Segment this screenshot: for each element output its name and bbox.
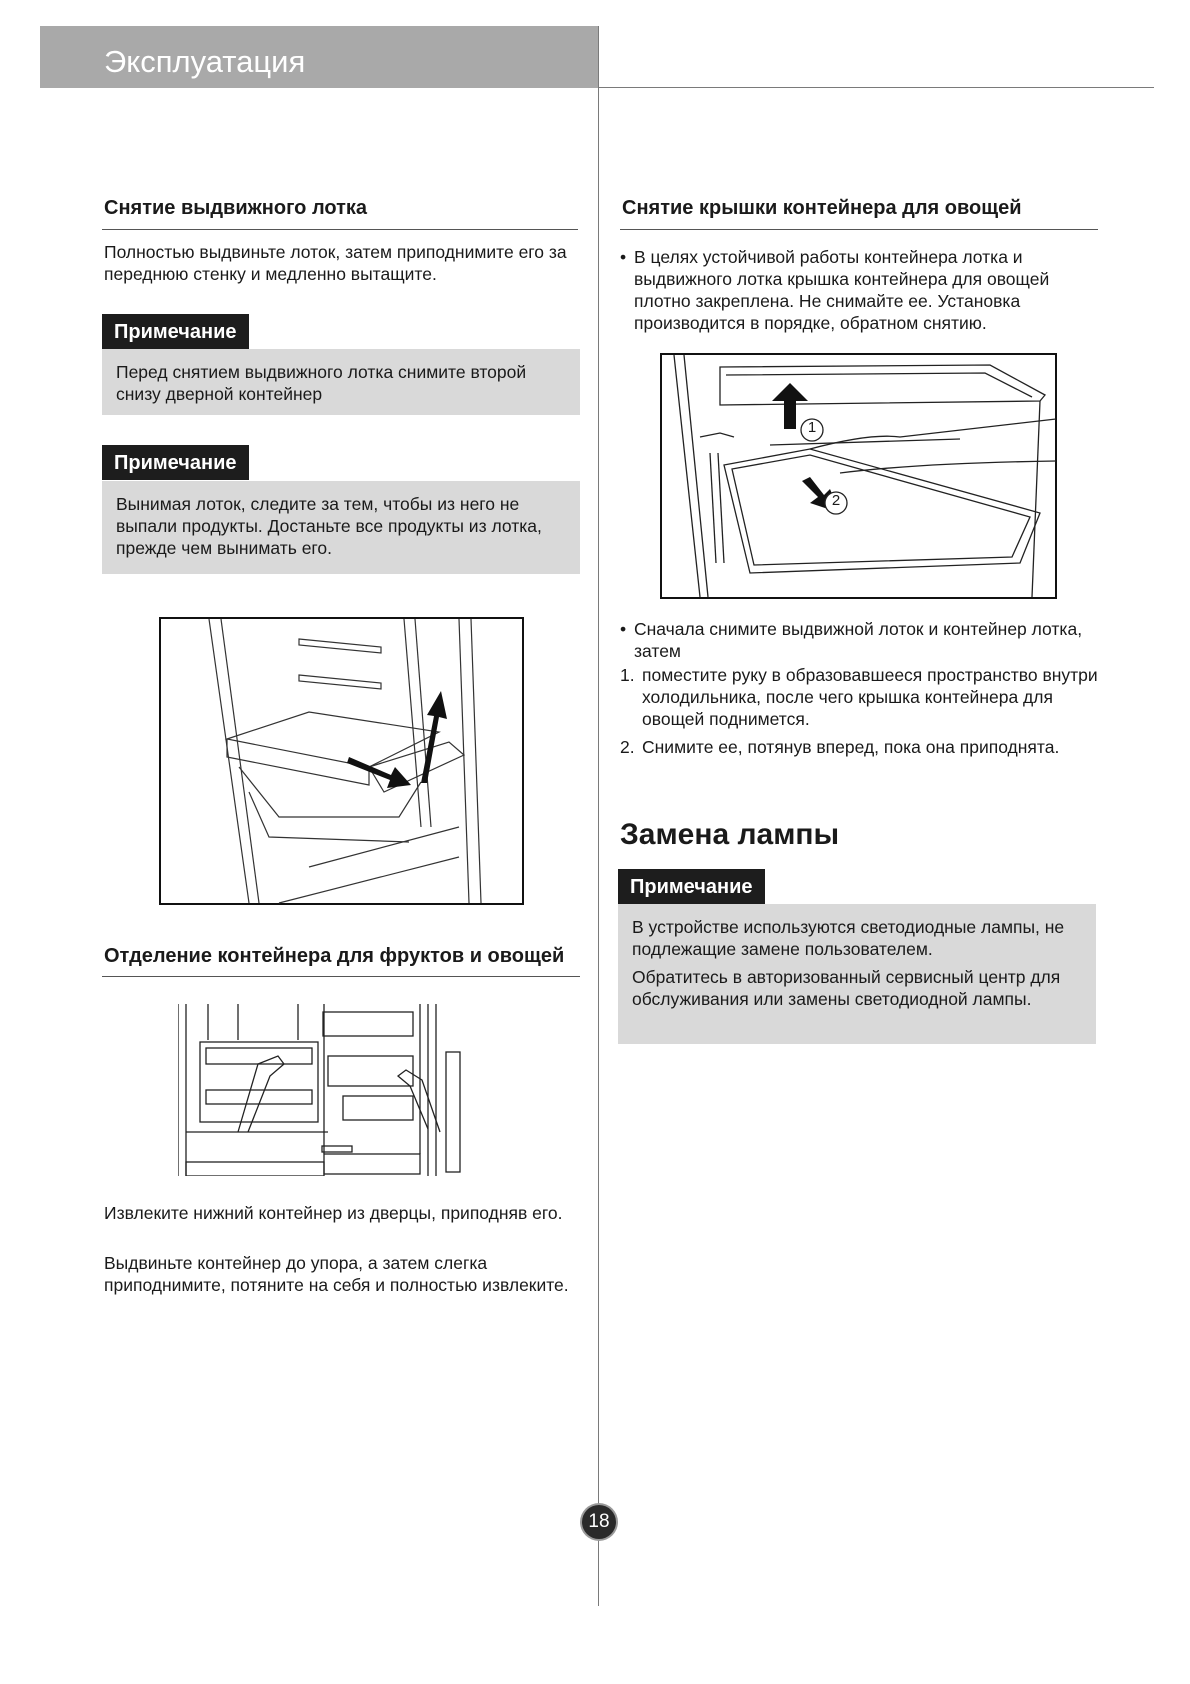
bullet-mark: • — [620, 247, 627, 267]
callout-2: 2 — [831, 492, 841, 509]
callout-1: 1 — [807, 419, 817, 436]
cover-removal-illustration — [660, 353, 1057, 599]
note-box — [102, 481, 580, 574]
note-text: Обратитесь в авторизованный сервисный центр для обслуживания или замены светодиодной лампы. — [632, 967, 1061, 1009]
header-divider — [598, 87, 1154, 88]
bullet-item — [620, 246, 1098, 334]
fruit-container-illustration — [178, 1004, 506, 1176]
section-rule — [620, 229, 1098, 230]
page-section-title: Эксплуатация — [104, 44, 306, 79]
section-rule — [102, 229, 578, 230]
note-label: Примечание — [102, 314, 249, 349]
bullet-item — [620, 618, 1098, 662]
note-box — [102, 349, 580, 415]
step-number: 1. — [620, 665, 635, 685]
note-text: Вынимая лоток, следите за тем, чтобы из него не выпали продукты. Достаньте все продукты из лотка, прежде чем вынимать его. — [116, 494, 542, 558]
note-label: Примечание — [618, 869, 765, 904]
tray-removal-title: Снятие выдвижного лотка — [104, 197, 368, 219]
steps-list — [620, 664, 1098, 758]
list-item — [620, 736, 1098, 758]
tray-removal-illustration — [159, 617, 524, 905]
fruit-para-2: Выдвиньте контейнер до упора, а затем слегка приподнимите, потяните на себя и полностью извлеките. — [104, 1253, 569, 1295]
cover-removal-title: Снятие крышки контейнера для овощей — [622, 197, 1022, 219]
tray-removal-text: Полностью выдвиньте лоток, затем приподнимите его за переднюю стенку и медленно вытащите. — [104, 242, 567, 284]
lamp-replacement-title: Замена лампы — [620, 818, 840, 851]
note-label: Примечание — [102, 445, 249, 480]
page-number: 18 — [582, 1505, 616, 1539]
bullet-text: Сначала снимите выдвижной лоток и контейнер лотка, затем — [634, 619, 1083, 661]
step-text: Снимите ее, потянув вперед, пока она приподнята. — [642, 737, 1060, 757]
step-number: 2. — [620, 737, 635, 757]
bullet-mark: • — [620, 619, 627, 639]
fruit-container-title: Отделение контейнера для фруктов и овощей — [104, 945, 565, 967]
list-item — [620, 664, 1098, 730]
note-text: Перед снятием выдвижного лотка снимите второй снизу дверной контейнер — [116, 362, 527, 404]
column-divider — [598, 26, 599, 1606]
bullet-text: В целях устойчивой работы контейнера лотка и выдвижного лотка крышка контейнера для овощей плотно закреплена. Не снимайте ее. Установка производится в порядке, обратном снятию. — [634, 247, 1050, 333]
section-rule — [102, 976, 580, 977]
note-box — [618, 904, 1096, 1044]
note-text: В устройстве используются светодиодные лампы, не подлежащие замене пользователем. — [632, 917, 1065, 959]
fruit-para-1: Извлеките нижний контейнер из дверцы, приподняв его. — [104, 1203, 563, 1223]
step-text: поместите руку в образовавшееся пространство внутри холодильника, после чего крышка контейнера для овощей поднимется. — [642, 665, 1098, 729]
